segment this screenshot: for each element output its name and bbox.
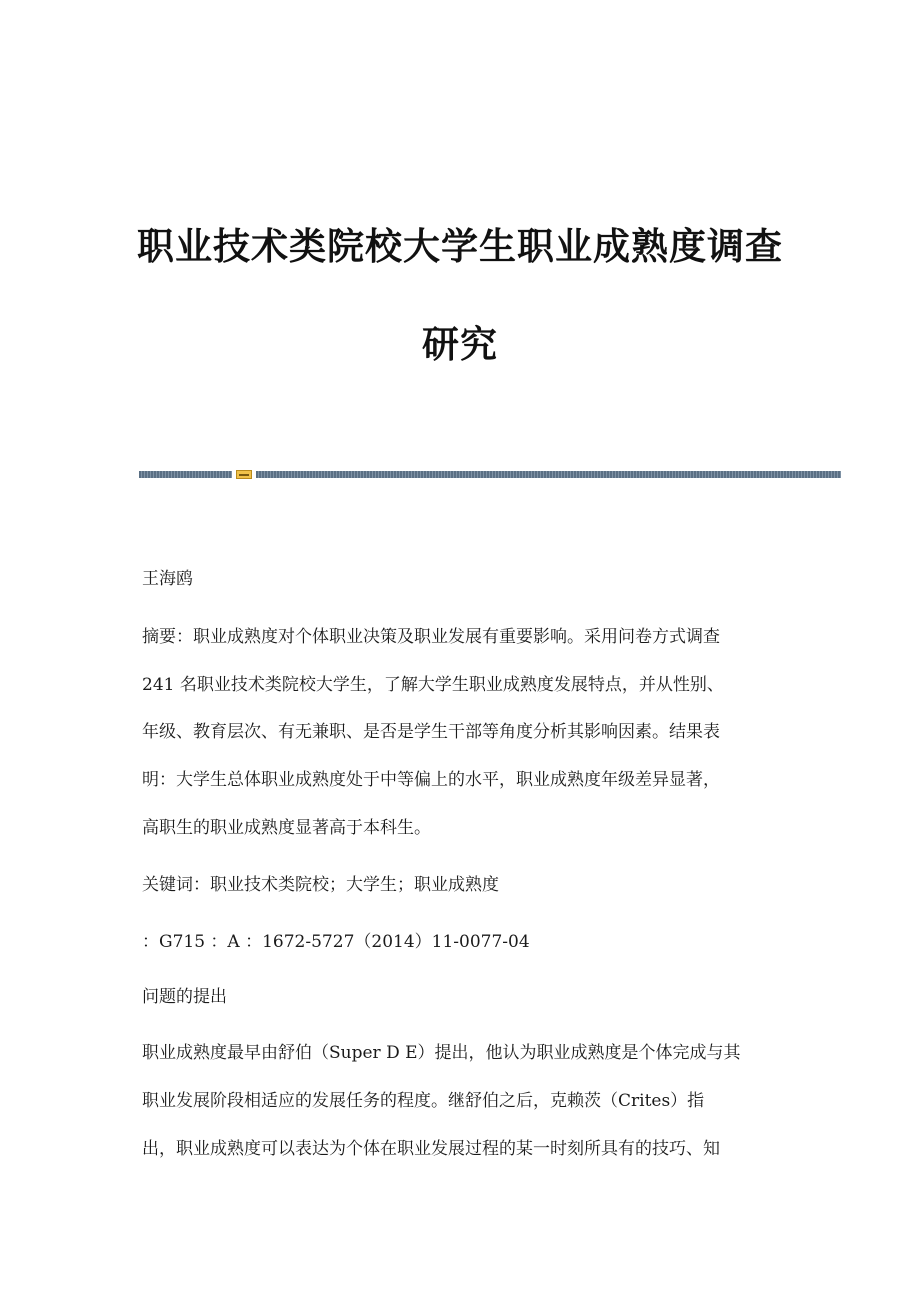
document-title-line-2: 研究 xyxy=(422,323,498,366)
keywords: 关键词：职业技术类院校；大学生；职业成熟度 xyxy=(142,875,499,895)
divider-bar-left xyxy=(139,471,232,478)
abstract-line: 高职生的职业成熟度显著高于本科生。 xyxy=(142,818,431,838)
abstract-line: 241 名职业技术类院校大学生，了解大学生职业成熟度发展特点，并从性别、 xyxy=(142,675,724,695)
body-line: 职业发展阶段相适应的发展任务的程度。继舒伯之后，克赖茨（Crites）指 xyxy=(142,1091,705,1111)
abstract-line: 摘要：职业成熟度对个体职业决策及职业发展有重要影响。采用问卷方式调查 xyxy=(142,627,720,647)
body-line: 职业成熟度最早由舒伯（Super D E）提出，他认为职业成熟度是个体完成与其 xyxy=(142,1043,741,1063)
divider-ornament-icon xyxy=(236,470,252,479)
body-line: 出，职业成熟度可以表达为个体在职业发展过程的某一时刻所具有的技巧、知 xyxy=(142,1139,720,1159)
document-title-line-1: 职业技术类院校大学生职业成熟度调查 xyxy=(137,225,783,268)
classification-codes: ：G715 ：A ：1672-5727（2014）11-0077-04 xyxy=(142,932,530,952)
section-heading: 问题的提出 xyxy=(142,987,227,1007)
abstract-line: 明：大学生总体职业成熟度处于中等偏上的水平，职业成熟度年级差异显著， xyxy=(142,770,720,790)
abstract-line: 年级、教育层次、有无兼职、是否是学生干部等角度分析其影响因素。结果表 xyxy=(142,722,720,742)
decorative-divider xyxy=(139,470,841,479)
divider-bar-right xyxy=(256,471,841,478)
author-name: 王海鸥 xyxy=(142,569,193,589)
